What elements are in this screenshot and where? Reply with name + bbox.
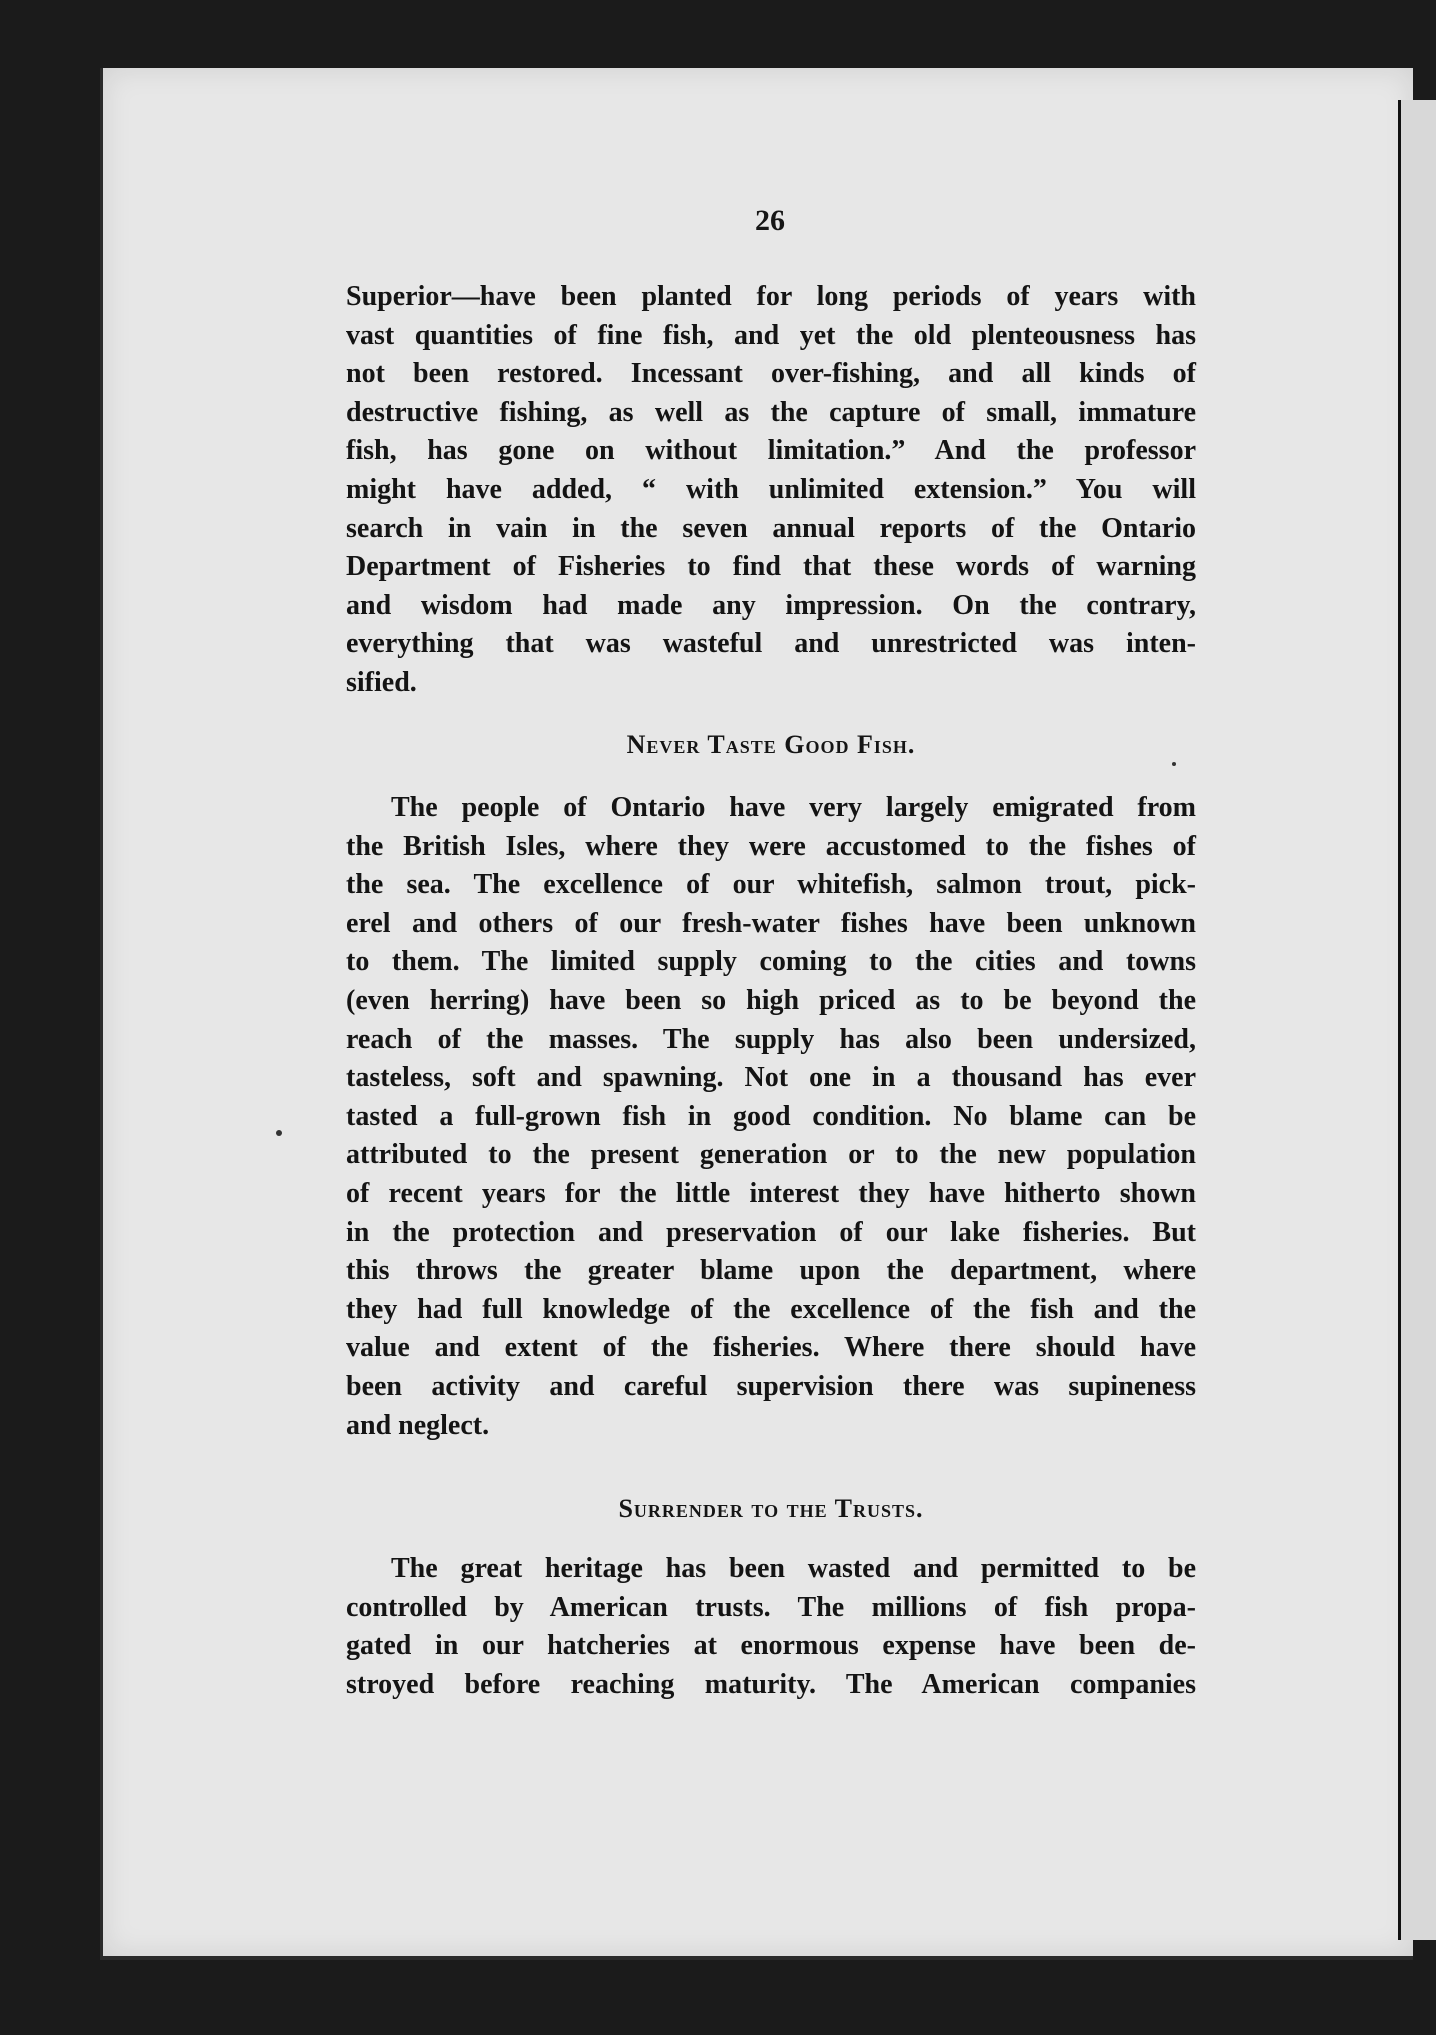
text-line: (even herring) have been so high priced as to be beyond the — [346, 984, 1196, 1016]
text-line: they had full knowledge of the excellence of the fish and the — [346, 1293, 1196, 1325]
ink-speck — [276, 1130, 282, 1136]
text-line: tasteless, soft and spawning. Not one in a thousand has ever — [346, 1062, 1196, 1094]
text-line: this throws the greater blame upon the department, where — [346, 1255, 1196, 1287]
text-line: reach of the masses. The supply has also been undersized, — [346, 1023, 1196, 1055]
text-line: the sea. The excellence of our whitefish, salmon trout, pick- — [346, 869, 1196, 901]
text-line: Superior—have been planted for long periods of years with — [346, 281, 1196, 312]
text-line: vast quantities of fine fish, and yet the old plenteousness has — [346, 319, 1196, 351]
paragraph-3 — [346, 1550, 1196, 1704]
text-line: in the protection and preservation of our lake fisheries. But — [346, 1216, 1196, 1248]
text-line: The great heritage has been wasted and permitted to be — [391, 1553, 1196, 1584]
page-number: 26 — [755, 204, 785, 237]
text-line: Department of Fisheries to find that these words of warning — [346, 551, 1196, 583]
text-line: gated in our hatcheries at enormous expense have been de- — [346, 1630, 1196, 1662]
text-line: value and extent of the fisheries. Where there should have — [346, 1332, 1196, 1364]
text-line: might have added, “ with unlimited extension.” You will — [346, 473, 1196, 505]
text-line: tasted a full-grown fish in good condition. No blame can be — [346, 1100, 1196, 1132]
section-heading-never-taste-good-fish: Never Taste Good Fish. — [626, 730, 916, 759]
text-line: attributed to the present generation or to the new population — [346, 1139, 1196, 1171]
text-line: to them. The limited supply coming to the cities and towns — [346, 946, 1196, 978]
section-heading-surrender-to-the-trusts: Surrender to the Trusts. — [618, 1494, 924, 1523]
paragraph-2 — [346, 789, 1196, 1445]
paragraph-1 — [346, 278, 1196, 703]
text-line: and wisdom had made any impression. On the contrary, — [346, 589, 1196, 621]
text-line: destructive fishing, as well as the capture of small, immature — [346, 396, 1196, 428]
text-line: erel and others of our fresh-water fishes have been unknown — [346, 907, 1196, 939]
text-line: fish, has gone on without limitation.” And the professor — [346, 435, 1196, 467]
text-line: controlled by American trusts. The millions of fish propa- — [346, 1591, 1196, 1623]
text-line: and neglect. — [346, 1409, 490, 1441]
text-line: the British Isles, where they were accustomed to the fishes of — [346, 830, 1196, 862]
next-page-edge — [1398, 100, 1436, 1940]
text-line: search in vain in the seven annual reports of the Ontario — [346, 512, 1196, 544]
text-line: not been restored. Incessant over-fishing, and all kinds of — [346, 358, 1196, 390]
text-line: been activity and careful supervision there was supineness — [346, 1370, 1196, 1402]
text-line: The people of Ontario have very largely emigrated from — [391, 792, 1196, 823]
text-line: sified. — [346, 666, 417, 698]
ink-speck — [1172, 762, 1176, 766]
text-line: stroyed before reaching maturity. The American companies — [346, 1668, 1196, 1700]
text-line: everything that was wasteful and unrestricted was inten- — [346, 628, 1196, 660]
text-line: of recent years for the little interest they have hitherto shown — [346, 1177, 1196, 1209]
